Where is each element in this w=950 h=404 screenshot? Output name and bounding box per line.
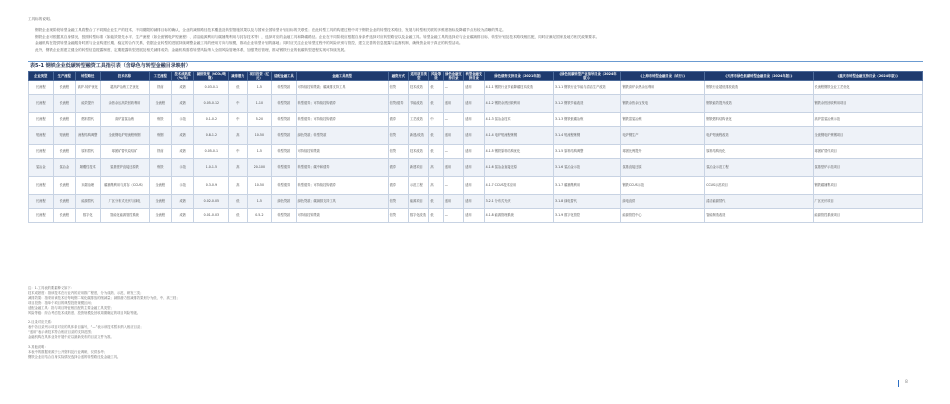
table-cell: 适用 xyxy=(464,113,484,127)
table-cell: CCUS示范项目 xyxy=(705,177,813,195)
table-cell: 钢铁CCUS示范 xyxy=(621,177,705,195)
table-cell: 氢基竖炉直接还原铁 xyxy=(100,159,149,177)
table-cell: 厂区光伏项目 xyxy=(813,195,922,209)
table-cell: 铁前 xyxy=(149,81,171,95)
table-cell: 中 xyxy=(229,113,247,127)
table-cell: 颠覆性技术 xyxy=(75,159,100,177)
table-cell: 长流程 xyxy=(53,177,75,195)
table-cell: 高 xyxy=(429,159,443,177)
table-cell: 信贷 xyxy=(388,127,408,145)
table-cell: 氢冶金 xyxy=(29,159,54,177)
column-header: 生产流程 xyxy=(53,72,75,81)
table-cell: — xyxy=(443,209,463,223)
table-row xyxy=(29,159,923,177)
table-cell: 示范 xyxy=(172,177,194,195)
table-cell: 钢铁碳捕集项目 xyxy=(813,177,922,195)
table-row xyxy=(29,95,923,113)
transition-finance-table xyxy=(28,71,923,223)
table-cell: 成熟 xyxy=(172,145,194,159)
table-cell: 适用 xyxy=(464,81,484,95)
column-header: 技术成熟度（%/年） xyxy=(172,72,194,81)
table-cell: 流程结构调整 xyxy=(75,127,100,145)
table-cell: 信贷 xyxy=(388,81,408,95)
table-cell: 高炉-转炉优化 xyxy=(75,81,100,95)
table-cell: 可持续挂钩贷款 xyxy=(296,145,388,159)
table-cell: 3.2.1 分布式光伏 xyxy=(484,195,553,209)
table-row xyxy=(29,145,923,159)
table-row xyxy=(29,177,923,195)
table-cell: 电炉钢生产 xyxy=(621,127,705,145)
table-cell: 3.1.5 原料结构调整 xyxy=(554,145,621,159)
table-cell: 长流程 xyxy=(53,95,75,113)
column-header: 《上海市转型金融目录（试行）》 xyxy=(621,72,705,81)
table-cell: 全流程 xyxy=(149,195,171,209)
note-line: 金融机构在具体业务开展中应以最新发布的目录文件为准。 xyxy=(28,335,114,340)
table-cell: 球团比例提升 xyxy=(621,145,705,159)
column-header: 风险等级 xyxy=(429,72,443,81)
table-cell: 0.02-0.05 xyxy=(194,195,229,209)
table-cell: 氢冶金 xyxy=(53,159,75,177)
table-cell: 电炉短流程改造 xyxy=(705,127,813,145)
column-header: 减排效果（tCO₂/吨钢） xyxy=(194,72,229,81)
table-cell: 债券 xyxy=(388,159,408,177)
note-title: 2.目录对应关系： xyxy=(28,320,55,325)
table-cell: 高 xyxy=(229,159,247,177)
table-cell: 0.8-1.2 xyxy=(194,127,229,145)
table-cell: 3.1.3 钢铁低碳冶炼 xyxy=(554,113,621,127)
intro-section xyxy=(28,17,923,55)
table-cell: 短流程 xyxy=(53,127,75,145)
note-line: 表中各目录列示项目对应的具体条目编号，“—”表示该技术暂未纳入相应目录； xyxy=(28,325,144,330)
table-cell: 能源管控系统项目 xyxy=(813,209,922,223)
table-cell: 4.1.8 能源管理系统 xyxy=(484,209,553,223)
table-cell: 长流程 xyxy=(29,195,54,209)
table-cell: 氢基竖炉示范项目 xyxy=(813,159,922,177)
table-cell: 3.1.8 绿电替代 xyxy=(554,195,621,209)
table-cell: 高 xyxy=(229,127,247,145)
note-line: 适配金融工具：指与项目特征相匹配的主要金融工具类型； xyxy=(28,305,114,310)
table-cell: 中 xyxy=(229,95,247,113)
table-cell: 长流程 xyxy=(29,113,54,127)
table-cell: 转型债券；可持续挂钩债券 xyxy=(296,95,388,113)
table-cell: 原料替代 xyxy=(75,145,100,159)
table-cell: 信贷 xyxy=(388,145,408,159)
table-cell: 适用 xyxy=(443,159,463,177)
table-cell: 低 xyxy=(429,209,443,223)
table-cell: 适用 xyxy=(443,195,463,209)
table-cell: 适用 xyxy=(464,209,484,223)
note-line: 项目投资：指单个项目的典型投资规模区间； xyxy=(28,300,94,305)
table-cell: 智能化能源管控系统 xyxy=(100,209,149,223)
table-cell: 绿色贷款；转型贷款 xyxy=(296,127,388,145)
table-cell: 燃料替代 xyxy=(75,113,100,127)
column-header: 减排潜力 xyxy=(229,72,247,81)
table-cell: 1.0-1.5 xyxy=(194,159,229,177)
table-cell: 能源替代 xyxy=(75,195,100,209)
table-cell: 长流程 xyxy=(53,195,75,209)
table-cell: 可持续挂钩贷款 xyxy=(296,209,388,223)
column-header: 绿色金融支持目录 xyxy=(445,72,462,80)
table-cell: 全废钢电炉短流程炼钢 xyxy=(100,127,149,145)
table-cell: 4.1.1 钢铁行业节能降碳技术改造 xyxy=(484,81,553,95)
table-cell: 1-5 xyxy=(247,195,272,209)
table-cell: 20-100 xyxy=(247,159,272,177)
table-cell: 炼钢 xyxy=(149,127,171,145)
table-cell: 信贷 xyxy=(388,209,408,223)
note-title: 3.其他说明： xyxy=(28,345,48,350)
table-cell: 低 xyxy=(229,209,247,223)
table-cell: 技术改造 xyxy=(409,145,429,159)
table-cell: 转型债券 xyxy=(272,177,297,195)
table-cell: 转型债券 xyxy=(272,159,297,177)
table-cell: 长流程 xyxy=(29,95,54,113)
table-cell: 转型债券；碳中和债券 xyxy=(296,159,388,177)
table-cell: 新建/改造 xyxy=(409,127,429,145)
table-cell: 成熟 xyxy=(172,81,194,95)
table-cell: — xyxy=(443,177,463,195)
table-cell: 长流程钢铁企业工艺优化 xyxy=(813,81,922,95)
table-cell: 长流程 xyxy=(53,113,75,127)
table-cell: 钢铁余热余压发电 xyxy=(621,95,705,113)
table-cell: 全流程 xyxy=(149,177,171,195)
table-cell: 低 xyxy=(429,95,443,113)
table-cell: 低 xyxy=(229,81,247,95)
table-cell: 低 xyxy=(429,145,443,159)
table-cell: 适用 xyxy=(464,127,484,145)
column-header: 《天津市绿色低碳转型金融目录（2024年版）》 xyxy=(705,72,813,81)
column-header: 金融工具类型 xyxy=(296,72,388,81)
column-header: 工艺流程 xyxy=(149,72,171,81)
table-cell: 债券 xyxy=(388,177,408,195)
table-cell: 高 xyxy=(229,177,247,195)
table-cell: 转型债券；可持续挂钩债券 xyxy=(296,113,388,127)
table-cell: 长流程 xyxy=(29,209,54,223)
table-cell: 炼铁 xyxy=(149,159,171,177)
column-header: 《重庆市转型金融支持目录（2024年版）》 xyxy=(813,72,922,81)
table-cell: 4.1.7 CCUS技术应用 xyxy=(484,177,553,195)
table-cell: 长流程 xyxy=(53,145,75,159)
note-line: 减排效果：指采用该技术后每吨钢二氧化碳排放的削减量；减排潜力按减排效果划分为低、中、高三档； xyxy=(28,295,180,300)
table-cell: 智能制造改造 xyxy=(705,209,813,223)
table-cell: 低 xyxy=(429,127,443,145)
table-row xyxy=(29,127,923,145)
table-cell: — xyxy=(443,81,463,95)
column-header: 适用项目类型 xyxy=(410,72,427,80)
table-cell: 低 xyxy=(229,195,247,209)
table-cell: 4.1.6 氢冶金直接还原 xyxy=(484,159,553,177)
table-cell: 成熟 xyxy=(172,95,194,113)
intro-heading: 工具标的说明。 xyxy=(28,17,54,21)
table-cell: 钢铁富氢冶炼 xyxy=(621,113,705,127)
table-cell: 钢铁行业超低排放改造 xyxy=(705,81,813,95)
column-header: 转型路径 xyxy=(75,72,100,81)
table-cell: 中 xyxy=(429,113,443,127)
table-cell: 适用 xyxy=(443,95,463,113)
table-cell: 3.1.6 氢冶金示范 xyxy=(554,159,621,177)
table-cell: 碳捕集利用与封存（CCUS） xyxy=(100,177,149,195)
table-cell: 高炉富氢冶炼示范 xyxy=(813,113,922,127)
table-cell: 原料结构优化 xyxy=(705,145,813,159)
intro-paragraph: 钢铁企业可根据其自身情况，按照转型标准（如能效领先水平、生产流程（如全废钢电炉短流程）、清洁能源利用与碳捕集利用与封存技术等），选择对应的金融工具和降碳路径。企业在不同阶段应根据自身条件选择对应转型路径以及金融工具。转型金融工具的选择应与企业碳减排目标、转型计划及技术路线相匹配，同时应满足国家及地方相关政策要求。 xyxy=(35,34,600,39)
table-cell: 信贷 xyxy=(388,195,408,209)
column-header: 融资方式 xyxy=(388,72,408,81)
table-cell: 适用 xyxy=(464,177,484,195)
table-cell: 钢铁高炉余热余压利用 xyxy=(621,81,705,95)
table-cell: 4.1.5 钢铁原料结构优化 xyxy=(484,145,553,159)
table-cell: 数字化改造 xyxy=(409,209,429,223)
table-cell: 示范工程 xyxy=(409,177,429,195)
notes-section xyxy=(28,286,923,360)
table-cell: 短流程 xyxy=(29,127,54,145)
table-cell: 0.03-0.1 xyxy=(194,81,229,95)
column-header: 《绿色低碳转型产业指导目录（2024年版）》 xyxy=(554,72,621,81)
table-body xyxy=(29,81,923,223)
table-cell: 钢铁能效提升改造 xyxy=(705,95,813,113)
table-cell: 绿电直供 xyxy=(621,195,705,209)
table-cell: 氢基直接还原 xyxy=(621,159,705,177)
table-cell: 能效提升 xyxy=(75,95,100,113)
note-line: 钢铁企业应结合自身实际情况选择合适的转型路径及金融工具。 xyxy=(28,354,121,359)
table-cell: 成熟 xyxy=(172,195,194,209)
table-row xyxy=(29,209,923,223)
table-cell: — xyxy=(443,145,463,159)
table-cell: 适用 xyxy=(443,127,463,145)
table-caption: 表5-1 钢铁企业低碳转型融资工具指引表（含绿色与转型金融目录映射） xyxy=(28,61,923,69)
note-title: 注：1.工具表的要素释义如下： xyxy=(28,286,75,290)
column-header: 企业类型 xyxy=(29,72,54,81)
table-cell: 新建项目 xyxy=(409,159,429,177)
table-cell: 10-50 xyxy=(247,177,272,195)
table-cell: 球团矿替代烧结矿 xyxy=(100,145,149,159)
table-cell: 绿色贷款 xyxy=(272,195,297,209)
table-cell: 清洁能源替代 xyxy=(705,195,813,209)
table-cell: 长流程 xyxy=(53,209,75,223)
table-cell: 工艺改造 xyxy=(409,113,429,127)
column-header: 技术名称 xyxy=(100,72,149,81)
table-row xyxy=(29,113,923,127)
table-cell: 3.1.4 短流程炼钢 xyxy=(554,127,621,145)
table-cell: 余热余压高效回收利用 xyxy=(100,95,149,113)
table-cell: 信贷/债券 xyxy=(388,95,408,113)
table-cell: 0.5-2 xyxy=(247,209,272,223)
table-cell: 1-5 xyxy=(247,145,272,159)
table-cell: 转型贷款 xyxy=(272,209,297,223)
table-cell: 4.1.4 电炉短流程炼钢 xyxy=(484,127,553,145)
table-cell: 5-20 xyxy=(247,113,272,127)
table-cell: 转型贷款 xyxy=(272,127,297,145)
table-cell: 3.1.9 数字化管控 xyxy=(554,209,621,223)
table-cell: 转型贷款 xyxy=(272,81,297,95)
table-row xyxy=(29,195,923,209)
column-header: 转型金融支持目录 xyxy=(465,72,483,80)
table-cell: 4.1.2 钢铁余热回收利用 xyxy=(484,95,553,113)
table-cell: 1-5 xyxy=(247,81,272,95)
table-cell: 转型贷款 xyxy=(272,113,297,127)
table-cell: 全流程 xyxy=(149,95,171,113)
intro-paragraph: 金融机构在提供转型金融服务时需与企业构建长期、稳定的合作关系，依据企业转型的进展持续调整金融工具的使用方向与规模，推动企业转型计划的落地；同时应关注企业转型过程中的风险识别与管控，建立完善的信息披露与监督机制，确保资金用于真正的转型活动。 xyxy=(35,41,463,46)
table-cell: 成熟 xyxy=(172,127,194,145)
table-cell: 节能改造 xyxy=(409,95,429,113)
column-header: 绿色债券支持目录（2021年版） xyxy=(484,72,553,81)
table-cell: — xyxy=(443,113,463,127)
table-cell: 钢铁燃料结构优化 xyxy=(705,113,813,127)
table-cell: 全废钢电炉炼钢项目 xyxy=(813,127,922,145)
table-cell: 适用 xyxy=(464,95,484,113)
column-header: 项目投资（亿元） xyxy=(247,72,272,81)
table-cell: 长流程 xyxy=(29,81,54,95)
table-cell: 示范 xyxy=(172,159,194,177)
table-cell: 成熟 xyxy=(172,209,194,223)
note-line: 本表中的数据来源于公开资料及行业调研，仅供参考； xyxy=(28,349,108,354)
table-cell: 高炉富氢冶炼 xyxy=(100,113,149,127)
table-cell: 0.01-0.03 xyxy=(194,209,229,223)
table-cell: 10-50 xyxy=(247,127,272,145)
table-cell: 技术改造 xyxy=(409,81,429,95)
table-cell: 超高炉冶炼工艺优化 xyxy=(100,81,149,95)
table-cell: 氢冶金示范工程 xyxy=(705,159,813,177)
table-cell: 适用 xyxy=(464,145,484,159)
note-line: 技术成熟度：指该技术在行业内的应用推广程度，分为成熟、示范、研发三类； xyxy=(28,290,144,295)
table-cell: 低 xyxy=(429,81,443,95)
table-cell: 能源管控中心 xyxy=(621,209,705,223)
table-cell: 低 xyxy=(429,195,443,209)
table-cell: 高 xyxy=(429,177,443,195)
page-number: 8 xyxy=(905,380,908,385)
table-row xyxy=(29,81,923,95)
table-cell: 钢铁余热回收利用项目 xyxy=(813,95,922,113)
table-cell: 转型贷款 xyxy=(272,145,297,159)
table-cell: 示范 xyxy=(172,113,194,127)
table-cell: 3.1.7 碳捕集利用 xyxy=(554,177,621,195)
table-cell: 0.05-0.12 xyxy=(194,95,229,113)
table-cell: 炼铁 xyxy=(149,113,171,127)
table-cell: 铁前 xyxy=(149,145,171,159)
table-cell: 球团矿替代项目 xyxy=(813,145,922,159)
table-cell: 厂区分布式光伏与绿电 xyxy=(100,195,149,209)
table-cell: 能源项目 xyxy=(409,195,429,209)
table-cell: 中 xyxy=(229,145,247,159)
table-cell: 全流程 xyxy=(149,209,171,223)
table-cell: 可持续挂钩贷款；碳减排支持工具 xyxy=(296,81,388,95)
note-line: “适用”表示该技术符合相应目录的支持范围； xyxy=(28,330,95,335)
table-cell: 0.1-0.2 xyxy=(194,113,229,127)
note-line: 风险等级：综合考虑技术成熟度、投资规模及回收周期确定的项目风险等级。 xyxy=(28,310,141,315)
table-cell: 3.1.1 钢铁行业节能与清洁生产改造 xyxy=(554,81,621,95)
table-cell: 4.1.3 氢冶金技术 xyxy=(484,113,553,127)
table-cell: 债券 xyxy=(388,113,408,127)
table-cell: 转型债券；可持续挂钩债券 xyxy=(296,177,388,195)
table-cell: 绿色贷款；碳减排支持工具 xyxy=(296,195,388,209)
table-cell: 3.1.2 钢铁节能改造 xyxy=(554,95,621,113)
table-cell: 末端治理 xyxy=(75,177,100,195)
table-cell: 数字化 xyxy=(75,209,100,223)
table-cell: 转型贷款 xyxy=(272,95,297,113)
table-cell: 1-10 xyxy=(247,95,272,113)
column-header: 适配金融工具 xyxy=(272,72,297,81)
table-cell: 适用 xyxy=(464,195,484,209)
table-cell: 适用 xyxy=(464,159,484,177)
table-cell: 长流程 xyxy=(29,145,54,159)
table-cell: 长流程 xyxy=(53,81,75,95)
intro-paragraph: 此外，钢铁企业需建立健全的转型信息披露制度，定期披露转型进展及相关减排成效；金融机构需将转型风险纳入全面风险管理体系，加强贷后管理，推动钢铁行业的低碳转型进程实现可持续发展。 xyxy=(35,48,348,53)
table-cell: 0.3-0.9 xyxy=(194,177,229,195)
table-header-row xyxy=(29,72,923,81)
table-cell: 长流程 xyxy=(29,177,54,195)
intro-paragraph: 钢铁企业现阶段转型金融工具将整合了不同期企业生产的技术，不同期限的减排目标的确认，企业的减排路径技术覆盖及转型措施效果以及与国家全国转型计划目标的关联性；在此转型工具的构建过程中对于钢铁企业的转型技术路径、发展与转型相关联的多维度指标及降碳节点有较为清晰的界定。 xyxy=(35,27,506,32)
table-cell: 0.05-0.1 xyxy=(194,145,229,159)
